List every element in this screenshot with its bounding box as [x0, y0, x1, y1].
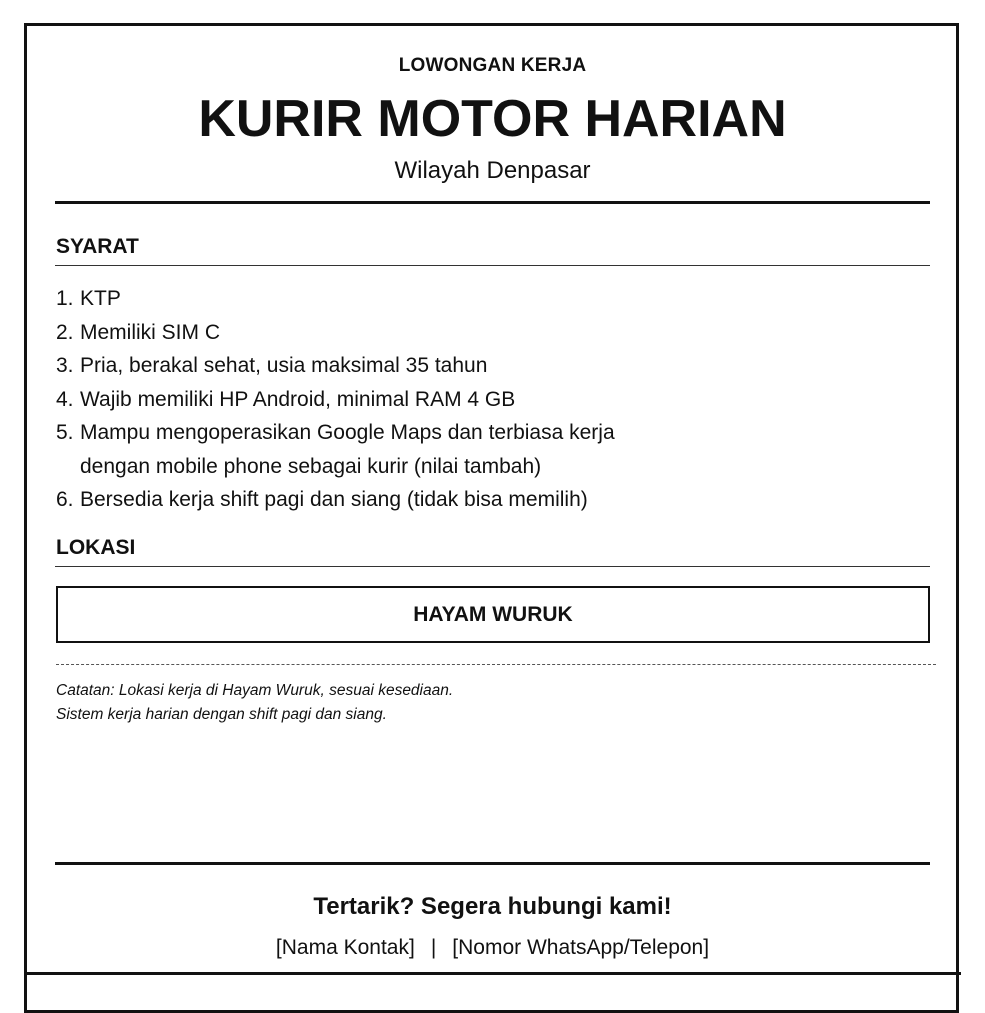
pre-title: LOWONGAN KERJA	[398, 55, 587, 76]
requirements-heading: SYARAT	[56, 235, 139, 258]
call-to-action: Tertarik? Segera hubungi kami!	[313, 893, 672, 920]
list-item: 2. Memiliki SIM C	[56, 320, 220, 344]
dashed-divider	[56, 664, 936, 665]
location-name: HAYAM WURUK	[413, 602, 573, 626]
requirements-divider	[55, 265, 930, 266]
header-divider	[55, 201, 930, 204]
list-item: 5. Mampu mengoperasikan Google Maps dan terbiasa kerja dengan mobile phone sebagai kurir (nilai tambah)	[56, 421, 615, 478]
contact-phone: [Nomor WhatsApp/Telepon]	[452, 936, 710, 959]
list-item: 3. Pria, berakal sehat, usia maksimal 35 tahun	[56, 354, 488, 377]
list-item: 1. KTP	[56, 287, 121, 310]
location-box	[56, 586, 930, 643]
location-heading: LOKASI	[56, 536, 136, 559]
job-title: KURIR MOTOR HARIAN	[198, 90, 787, 148]
contact-separator: |	[430, 936, 437, 959]
list-item: 6. Bersedia kerja shift pagi dan siang (tidak bisa memilih)	[56, 488, 588, 511]
bottom-border	[24, 972, 961, 975]
contact-line	[0, 936, 985, 960]
contact-name: [Nama Kontak]	[275, 936, 415, 959]
location-divider	[55, 566, 930, 567]
job-region: Wilayah Denpasar	[394, 157, 591, 184]
note-line-1: Catatan: Lokasi kerja di Hayam Wuruk, sesuai kesediaan.	[56, 682, 454, 699]
footer-divider	[55, 862, 930, 865]
note-line-2: Sistem kerja harian dengan shift pagi dan siang.	[56, 706, 387, 723]
requirements-list	[56, 282, 916, 517]
list-item: 4. Wajib memiliki HP Android, minimal RAM 4 GB	[56, 387, 516, 411]
